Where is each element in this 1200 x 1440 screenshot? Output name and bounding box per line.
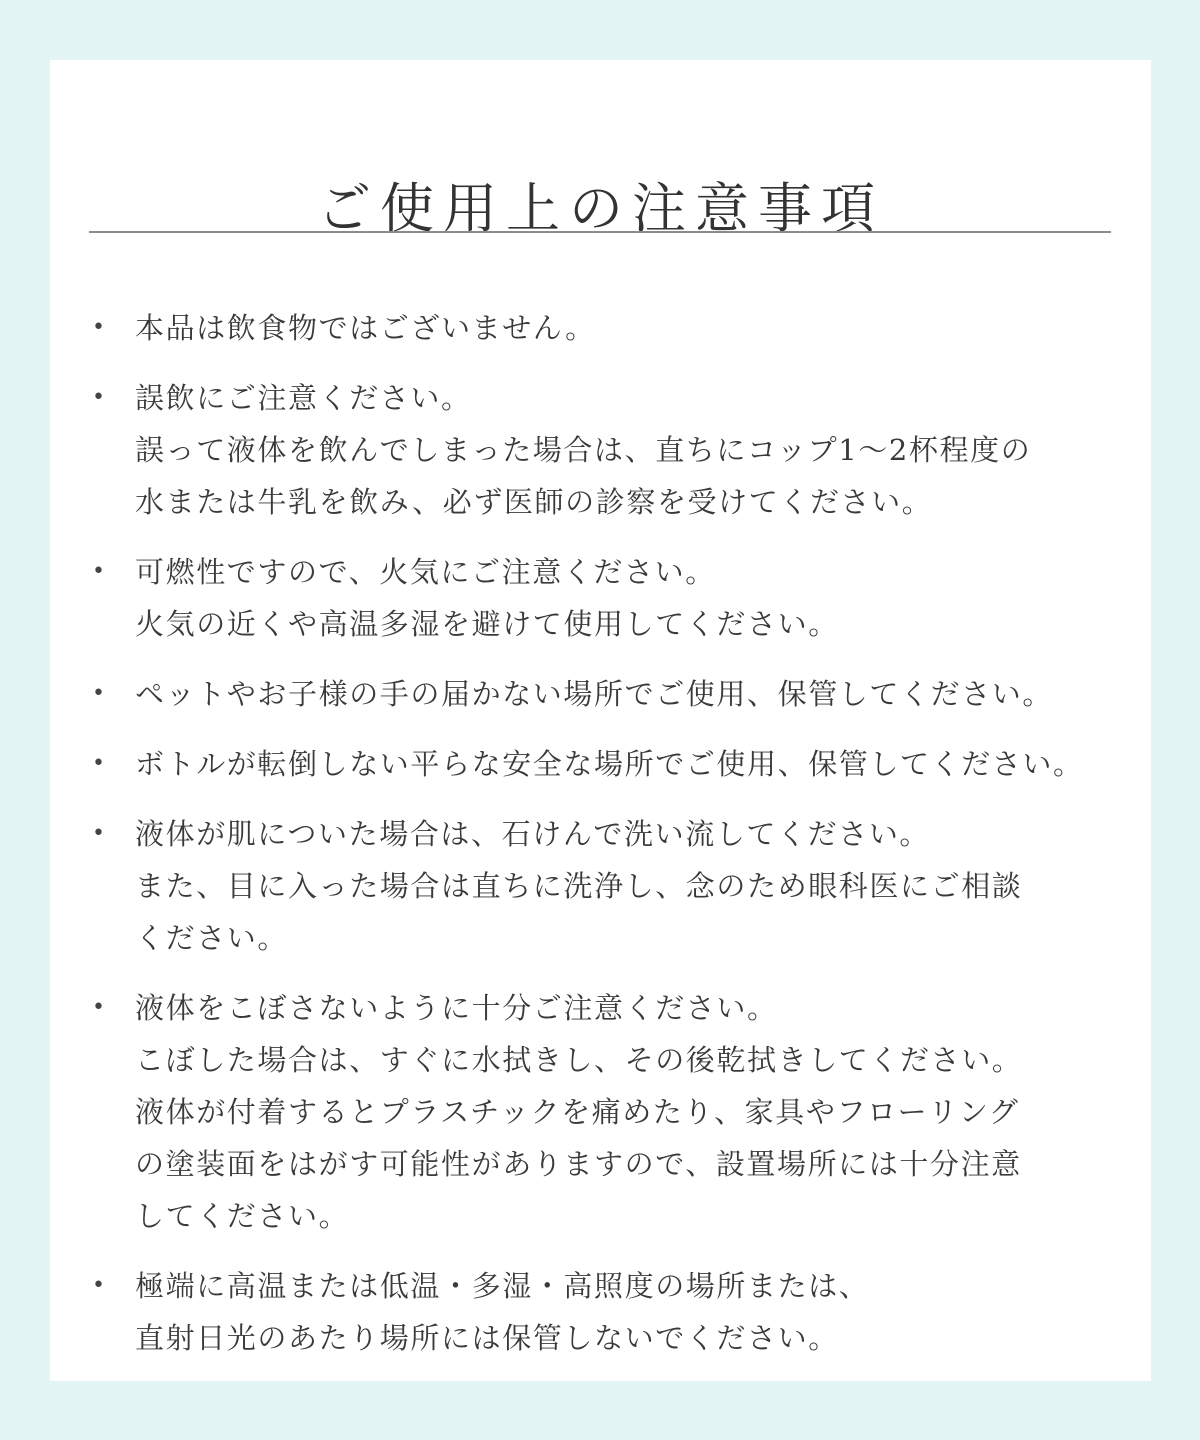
bullet-icon: • [92, 995, 105, 1020]
caution-text: 本品は飲食物ではございません。 [135, 311, 596, 345]
caution-text: ボトルが転倒しない平らな安全な場所でご使用、保管してください。 [135, 747, 1084, 781]
bullet-icon: • [92, 1273, 105, 1298]
caution-text: 液体をこぼさないように十分ご注意ください。 [135, 991, 778, 1025]
caution-text: 直射日光のあたり場所には保管しないでください。 [135, 1321, 839, 1355]
caution-item-children-pets [50, 668, 1151, 720]
caution-text: 火気の近くや高温多湿を避けて使用してください。 [135, 607, 839, 641]
caution-item-edible [50, 302, 1151, 354]
caution-text: ペットやお子様の手の届かない場所でご使用、保管してください。 [135, 677, 1054, 711]
caution-text: また、目に入った場合は直ちに洗浄し、念のため眼科医にご相談 [135, 869, 1023, 903]
caution-text: 可燃性ですので、火気にご注意ください。 [135, 555, 716, 589]
caution-item-ingestion [50, 372, 1151, 528]
caution-text: 極端に高温または低温・多湿・高照度の場所または、 [135, 1269, 870, 1303]
caution-text: ください。 [135, 921, 289, 955]
title-divider [89, 231, 1111, 233]
bullet-icon: • [92, 315, 105, 340]
caution-item-spill [50, 982, 1151, 1242]
bullet-icon: • [92, 559, 105, 584]
caution-text: してください。 [135, 1199, 350, 1233]
caution-item-flammable [50, 546, 1151, 650]
notice-card [50, 60, 1151, 1381]
caution-item-skin-eyes [50, 808, 1151, 964]
caution-list [50, 302, 1151, 1364]
caution-text: 誤って液体を飲んでしまった場合は、直ちにコップ1〜2杯程度の [135, 433, 1032, 467]
bullet-icon: • [92, 751, 105, 776]
caution-text: の塗装面をはがす可能性がありますので、設置場所には十分注意 [135, 1147, 1022, 1181]
caution-text: こぼした場合は、すぐに水拭きし、その後乾拭きしてください。 [135, 1043, 1023, 1077]
bullet-icon: • [92, 681, 105, 706]
caution-text: 液体が肌についた場合は、石けんで洗い流してください。 [135, 817, 931, 851]
bullet-icon: • [92, 385, 105, 410]
bullet-icon: • [92, 821, 105, 846]
page-title: ご使用上の注意事項 [317, 177, 884, 240]
caution-text: 誤飲にご注意ください。 [135, 381, 472, 415]
caution-text: 水または牛乳を飲み、必ず医師の診察を受けてください。 [135, 485, 933, 519]
caution-text: 液体が付着するとプラスチックを痛めたり、家具やフローリング [135, 1095, 1020, 1129]
caution-item-stable-surface [50, 738, 1151, 790]
caution-item-storage [50, 1260, 1151, 1364]
